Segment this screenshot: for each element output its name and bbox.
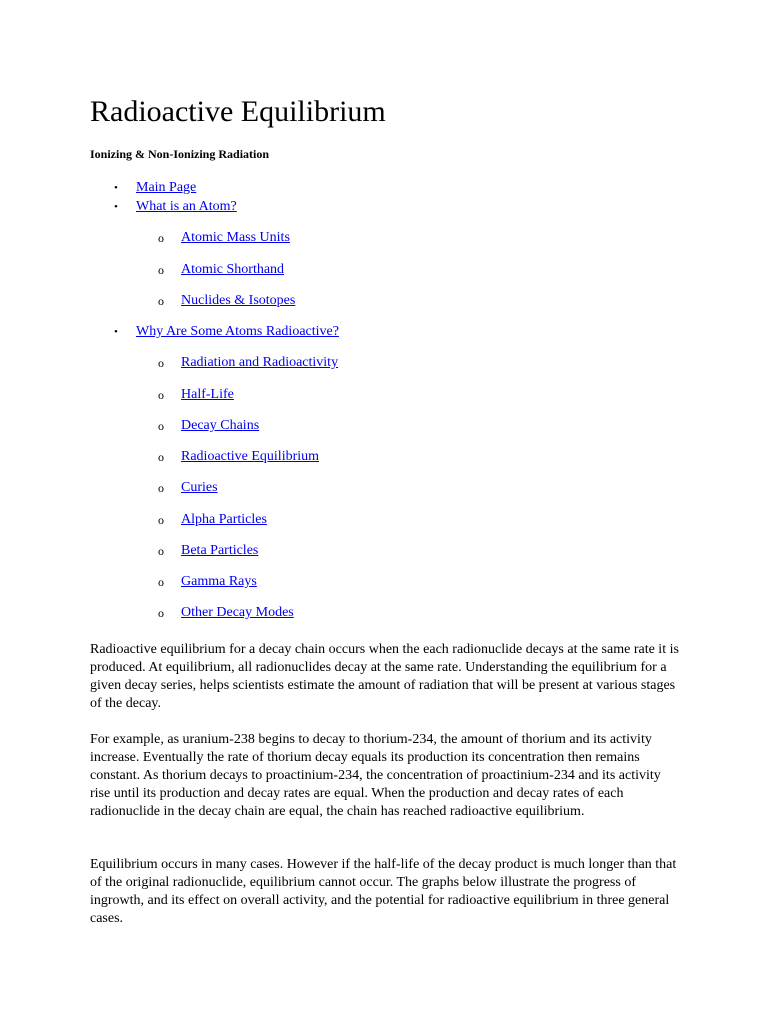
- nav-item-why-radioactive: [114, 322, 339, 342]
- circle-bullet-icon: o: [158, 575, 164, 589]
- nav-link-decay-chains[interactable]: Decay Chains: [181, 418, 260, 433]
- body-paragraph: Radioactive equilibrium for a decay chain occurs when the each radionuclide decays at the same rate it is produced. At equilibrium, all radionuclides decay at the same rate. Understanding the equilibrium for a given decay series, helps scientists estimate the amount of radiation that will be present at various stages of the decay.: [90, 642, 679, 711]
- circle-bullet-icon: o: [158, 231, 164, 245]
- nav-link-beta-particles[interactable]: Beta Particles: [181, 543, 259, 558]
- nav-subitem-radioactive-equilibrium: [158, 447, 319, 467]
- circle-bullet-icon: o: [158, 544, 164, 558]
- nav-item-main-page: [114, 178, 196, 198]
- body-paragraph: For example, as uranium-238 begins to decay to thorium-234, the amount of thorium and its activity increase. Eventually the rate of thorium decay equals its production its concentration then remains constant. As thorium decays to proactinium-234, the concentration of proactinium-234 and its activity rise until its production and decay rates are equal. When the production and decay rates of each radionuclide in the decay chain are equal, the chain has reached radioactive equilibrium.: [90, 732, 661, 819]
- nav-subitem-decay-chains: [158, 416, 259, 436]
- circle-bullet-icon: o: [158, 481, 164, 495]
- disc-bullet-icon: •: [114, 326, 118, 338]
- circle-bullet-icon: o: [158, 606, 164, 620]
- nav-subitem-atomic-mass-units: [158, 228, 290, 248]
- nav-subitem-curies: [158, 478, 218, 498]
- nav-link-radiation-radioactivity[interactable]: Radiation and Radioactivity: [181, 355, 339, 370]
- nav-item-what-is-an-atom: [114, 197, 237, 217]
- nav-link-half-life[interactable]: Half-Life: [181, 387, 234, 402]
- nav-subitem-radiation-radioactivity: [158, 353, 338, 373]
- circle-bullet-icon: o: [158, 388, 164, 402]
- nav-subitem-other-decay-modes: [158, 603, 294, 623]
- nav-subitem-nuclides-isotopes: [158, 291, 295, 311]
- circle-bullet-icon: o: [158, 450, 164, 464]
- page-title: Radioactive Equilibrium: [90, 95, 386, 128]
- nav-subitem-gamma-rays: [158, 572, 257, 592]
- nav-link-nuclides-isotopes[interactable]: Nuclides & Isotopes: [181, 293, 296, 308]
- nav-subitem-alpha-particles: [158, 510, 267, 530]
- nav-link-why-radioactive[interactable]: Why Are Some Atoms Radioactive?: [136, 324, 339, 339]
- nav-link-other-decay-modes[interactable]: Other Decay Modes: [181, 605, 294, 620]
- circle-bullet-icon: o: [158, 263, 164, 277]
- disc-bullet-icon: •: [114, 182, 118, 194]
- nav-link-radioactive-equilibrium[interactable]: Radioactive Equilibrium: [181, 449, 320, 464]
- circle-bullet-icon: o: [158, 356, 164, 370]
- nav-link-curies[interactable]: Curies: [181, 480, 218, 495]
- body-paragraph: Equilibrium occurs in many cases. However if the half-life of the decay product is much longer than that of the original radionuclide, equilibrium cannot occur. The graphs below illustrate the progress of ingrowth, and its effect on overall activity, and the potential for radioactive equilibrium in three general cases.: [90, 857, 677, 926]
- nav-link-alpha-particles[interactable]: Alpha Particles: [181, 512, 267, 527]
- circle-bullet-icon: o: [158, 513, 164, 527]
- disc-bullet-icon: •: [114, 201, 118, 213]
- nav-link-atomic-shorthand[interactable]: Atomic Shorthand: [181, 262, 285, 277]
- circle-bullet-icon: o: [158, 294, 164, 308]
- nav-subitem-half-life: [158, 385, 234, 405]
- page-subtitle: Ionizing & Non-Ionizing Radiation: [90, 147, 270, 161]
- nav-subitem-beta-particles: [158, 541, 258, 561]
- circle-bullet-icon: o: [158, 419, 164, 433]
- nav-link-main-page[interactable]: Main Page: [136, 180, 197, 195]
- nav-link-what-is-an-atom[interactable]: What is an Atom?: [136, 199, 237, 214]
- nav-link-atomic-mass-units[interactable]: Atomic Mass Units: [181, 230, 290, 245]
- nav-link-gamma-rays[interactable]: Gamma Rays: [181, 574, 257, 589]
- nav-subitem-atomic-shorthand: [158, 260, 284, 280]
